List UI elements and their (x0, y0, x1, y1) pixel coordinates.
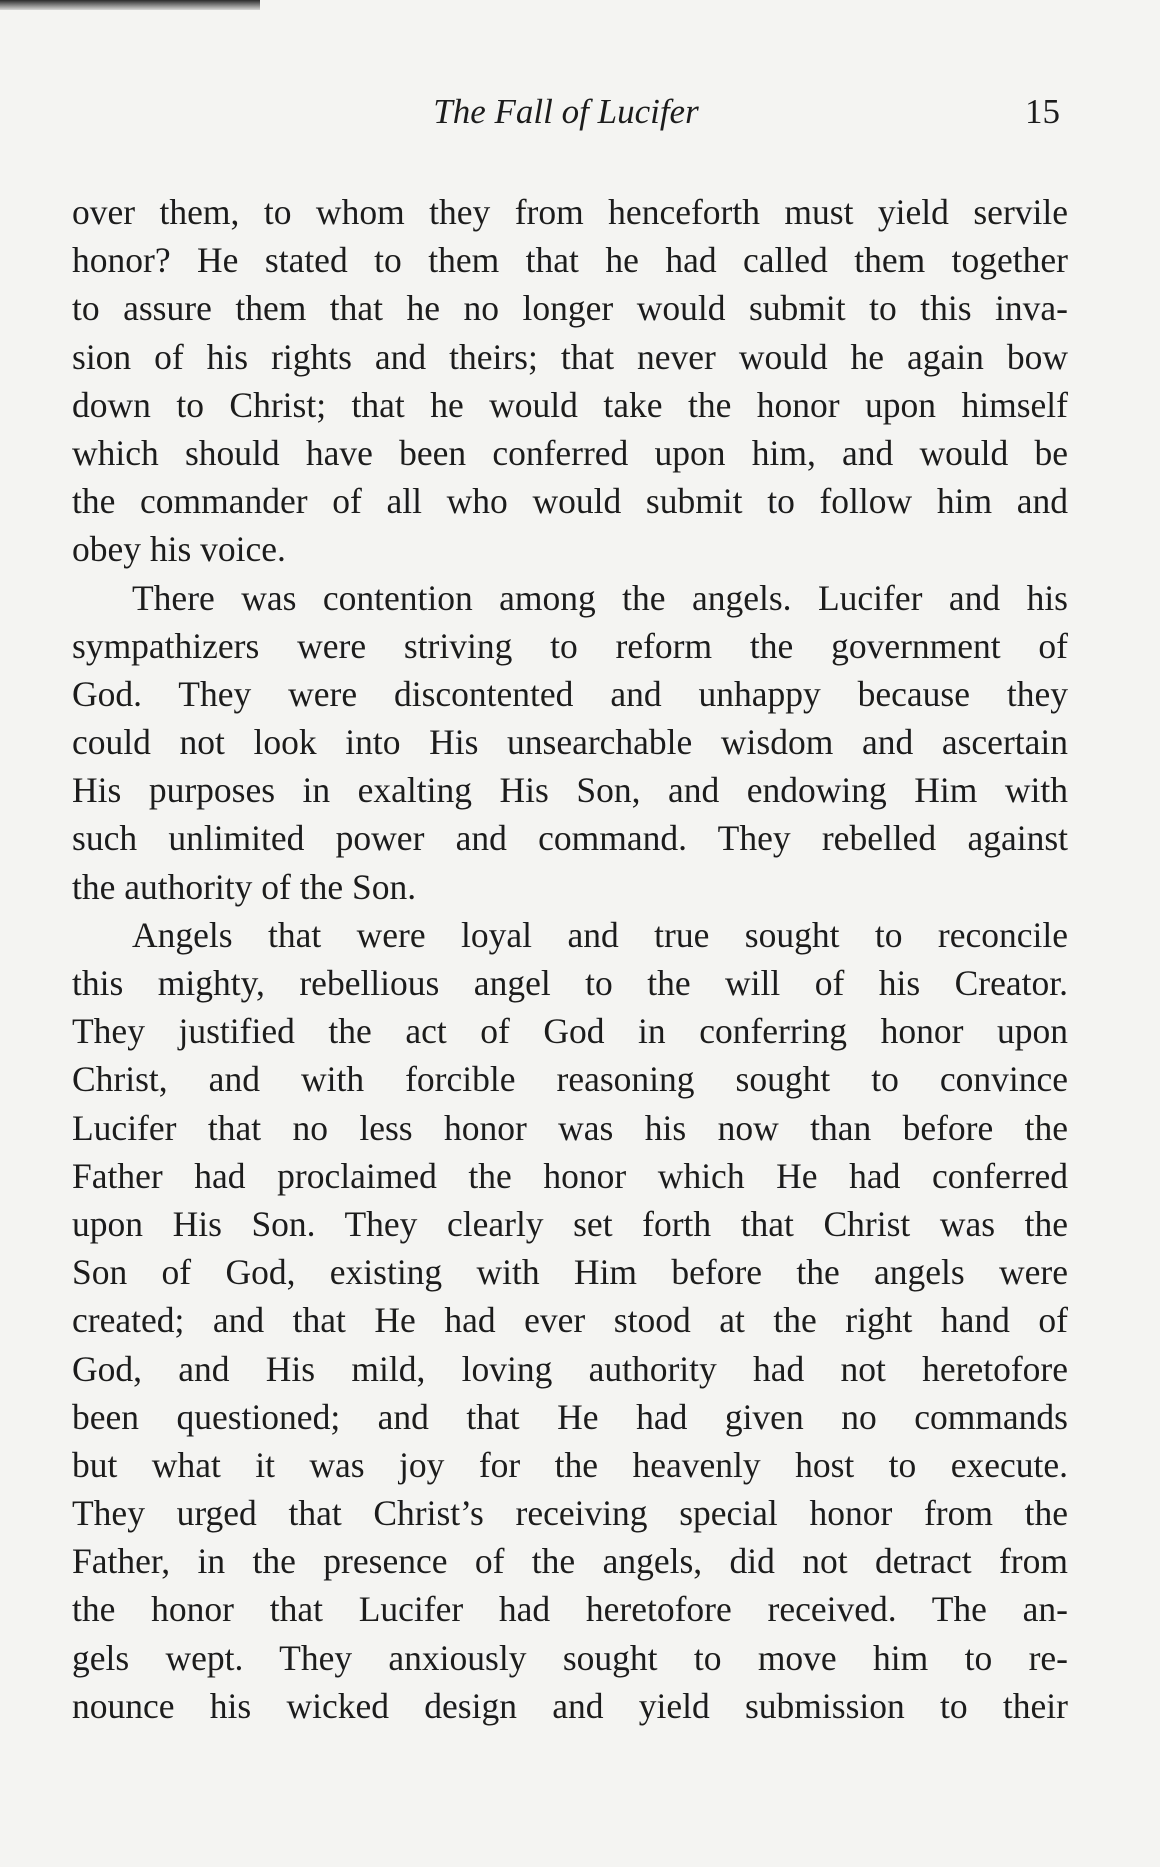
text-line: such unlimited power and command. They rebelled against (72, 818, 1068, 859)
text-line: the authority of the Son. (72, 866, 417, 907)
text-line: nounce his wicked design and yield submission to their (72, 1685, 1068, 1726)
scan-edge-shadow (0, 0, 260, 10)
text-line: been questioned; and that He had given no commands (72, 1396, 1068, 1437)
running-title: The Fall of Lucifer (433, 92, 699, 131)
text-line: There was contention among the angels. Lucifer and his (132, 577, 1068, 618)
paragraph (72, 574, 1068, 911)
text-line: created; and that He had ever stood at the right hand of (72, 1300, 1068, 1341)
text-line: Christ, and with forcible reasoning sought to convince (72, 1059, 1068, 1100)
text-line: Father, in the presence of the angels, did not detract from (72, 1541, 1068, 1582)
text-line: They justified the act of God in conferring honor upon (72, 1011, 1068, 1052)
text-line: Son of God, existing with Him before the angels were (72, 1252, 1068, 1293)
text-line: which should have been conferred upon him, and would be (72, 432, 1068, 473)
running-head (72, 88, 1060, 136)
text-line: honor? He stated to them that he had called them together (72, 240, 1068, 281)
body-text (72, 188, 1068, 1730)
text-line: to assure them that he no longer would submit to this inva- (72, 288, 1068, 329)
text-line: down to Christ; that he would take the honor upon himself (72, 384, 1068, 425)
text-line: sympathizers were striving to reform the government of (72, 625, 1068, 666)
text-line: gels wept. They anxiously sought to move him to re- (72, 1637, 1068, 1678)
text-line: God, and His mild, loving authority had not heretofore (72, 1348, 1068, 1389)
text-line: They urged that Christ’s receiving special honor from the (72, 1493, 1068, 1534)
text-line: but what it was joy for the heavenly host to execute. (72, 1444, 1068, 1485)
text-line: over them, to whom they from henceforth must yield servile (72, 192, 1068, 232)
text-line: God. They were discontented and unhappy because they (72, 673, 1068, 714)
text-line: Lucifer that no less honor was his now than before the (72, 1107, 1068, 1148)
page-number: 15 (1025, 92, 1060, 131)
text-line: upon His Son. They clearly set forth that Christ was the (72, 1203, 1068, 1244)
text-line: His purposes in exalting His Son, and endowing Him with (72, 770, 1068, 811)
text-line: the commander of all who would submit to follow him and (72, 481, 1068, 522)
text-line: could not look into His unsearchable wisdom and ascertain (72, 722, 1068, 763)
text-line: the honor that Lucifer had heretofore received. The an- (72, 1589, 1068, 1630)
text-line: this mighty, rebellious angel to the will of his Creator. (72, 963, 1068, 1003)
paragraph (72, 911, 1068, 1730)
text-line: Father had proclaimed the honor which He had conferred (72, 1155, 1068, 1196)
text-line: obey his voice. (72, 529, 286, 570)
text-line: Angels that were loyal and true sought to reconcile (132, 914, 1068, 955)
text-line: sion of his rights and theirs; that never would he again bow (72, 336, 1068, 377)
paragraph (72, 188, 1068, 574)
